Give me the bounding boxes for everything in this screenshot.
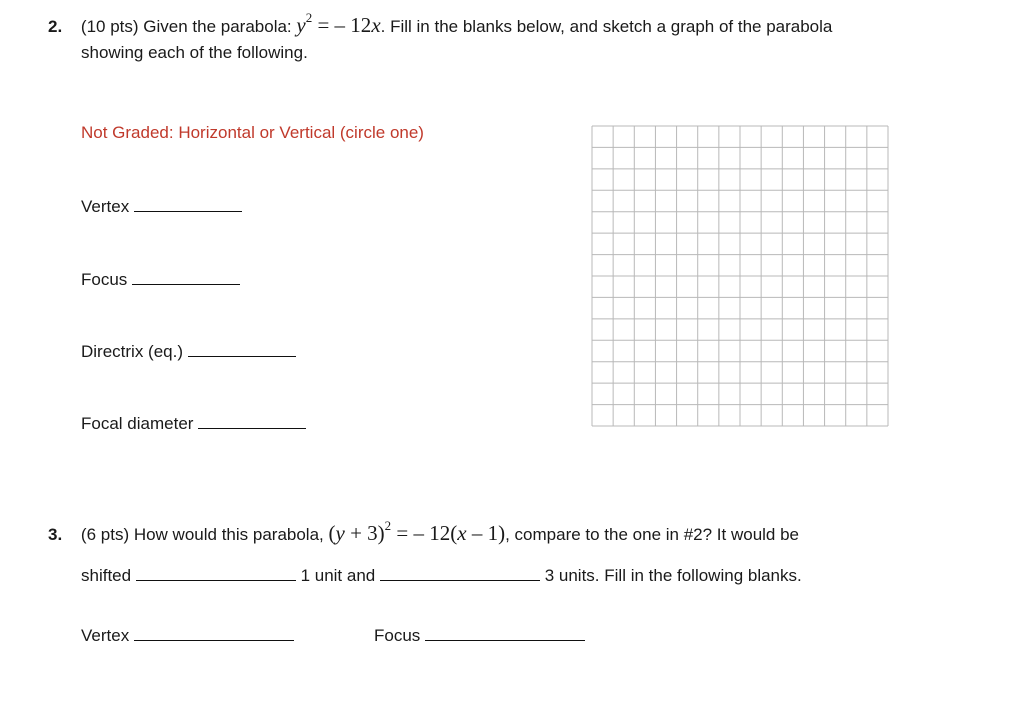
focus-label: Focus [81, 270, 128, 289]
instruction-text: . Fill in the blanks below, and sketch a graph of the parabola [380, 17, 833, 36]
question-3-header [48, 518, 800, 546]
question-number: 3. [48, 525, 63, 544]
focal-diameter-blank[interactable] [198, 413, 306, 429]
q3-vertex-row [81, 625, 294, 646]
q3-focus-blank[interactable] [425, 625, 585, 641]
vertex-row [81, 196, 242, 217]
focus-blank[interactable] [132, 269, 240, 285]
vertex-label: Vertex [81, 197, 130, 216]
vertex-blank[interactable] [134, 196, 242, 212]
question-number: 2. [48, 17, 63, 36]
question-lead: (6 pts) How would this parabola, [80, 525, 324, 544]
focus-label: Focus [374, 626, 421, 645]
shift-direction-blank-2[interactable] [380, 565, 540, 581]
not-graded-note: Not Graded: Horizontal or Vertical (circle one) [81, 123, 424, 142]
unit-and-text: 1 unit and [300, 566, 376, 585]
shifted-label: shifted [81, 566, 132, 585]
grid-svg [591, 125, 889, 427]
question-2-header [48, 10, 833, 38]
focus-row [81, 269, 240, 290]
shift-row [81, 565, 802, 586]
focal-diameter-label: Focal diameter [81, 414, 194, 433]
instruction-line-2: showing each of the following. [81, 43, 308, 62]
equation: $y^2$ = – 12x [296, 10, 381, 37]
directrix-row [81, 341, 296, 362]
q3-focus-row [374, 625, 585, 646]
equation: $(y + 3)^2$ = – 12(x – 1) [328, 518, 506, 545]
units-tail-text: 3 units. Fill in the following blanks. [544, 566, 802, 585]
directrix-label: Directrix (eq.) [81, 342, 184, 361]
q3-vertex-blank[interactable] [134, 625, 294, 641]
graph-grid[interactable] [591, 125, 889, 432]
focal-diameter-row [81, 413, 306, 434]
question-tail: , compare to the one in #2? It would be [505, 525, 800, 544]
vertex-label: Vertex [81, 626, 130, 645]
question-points: (10 pts) Given the parabola: [80, 17, 292, 36]
shift-direction-blank-1[interactable] [136, 565, 296, 581]
directrix-blank[interactable] [188, 341, 296, 357]
